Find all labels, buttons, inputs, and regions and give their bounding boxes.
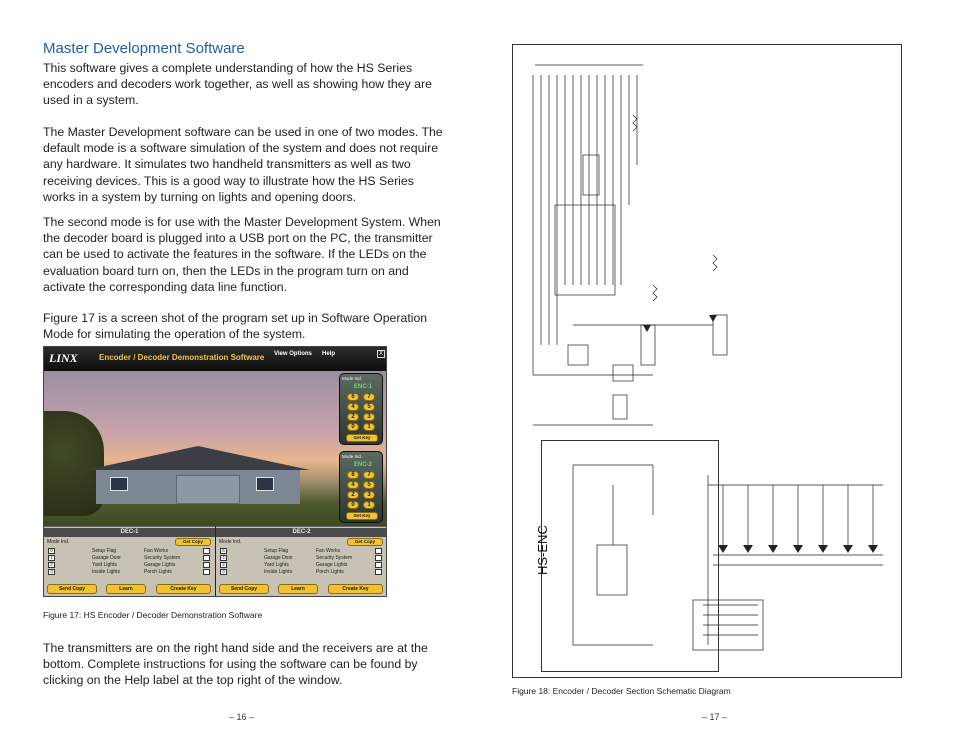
paragraph-figure-ref: Figure 17 is a screen shot of the program set up in Software Operation Mode for simulating the operation of the system. [43,311,428,342]
house-window [256,477,274,491]
row-number: 6 [220,548,227,554]
row-checkbox[interactable] [203,562,210,568]
decoder-row [220,548,383,555]
software-screenshot [43,346,387,597]
row-checkbox[interactable] [375,555,382,561]
remote-key[interactable]: 1 [363,423,375,431]
remote-key[interactable]: 0 [347,423,359,431]
house-window [110,477,128,491]
decoder-mode-label: Mode Ind. [47,539,70,545]
hs-enc-label: HS-ENC [535,525,550,575]
remote-key[interactable]: 6 [347,471,359,479]
remote-enc-2 [339,451,383,523]
row-number: 2 [48,562,55,568]
create-key-button[interactable]: Create Key [328,584,383,594]
row-function-b: Fan Works [316,548,341,554]
remote-label: ENC-2 [354,462,373,468]
learn-button[interactable]: Learn [278,584,318,594]
row-number: 2 [220,562,227,568]
remote-key[interactable]: 7 [363,471,375,479]
create-key-button[interactable]: Create Key [156,584,211,594]
row-checkbox[interactable] [203,548,210,554]
house-roof [86,446,310,470]
paragraph-intro: This software gives a complete understanding of how the HS Series encoders and decoders work together, as well as showing how they are used in a system. [43,61,432,108]
remote-key[interactable]: 0 [347,501,359,509]
hs-enc-section [541,440,719,672]
row-function-a: Inside Lights [92,569,121,575]
row-checkbox[interactable] [375,562,382,568]
remote-label: ENC-1 [354,384,373,390]
decoder-row [220,562,383,569]
remote-key[interactable]: 2 [347,413,359,421]
remote-key[interactable]: 5 [363,403,375,411]
decoder-row [48,548,211,555]
paragraph-transmitters: The transmitters are on the right hand side and the receivers are at the bottom. Complete instructions for using the software can be found by clicking on the Help label at the top right of the window. [43,641,428,688]
decoder-row [48,555,211,562]
remote-key[interactable]: 4 [347,481,359,489]
menu-help[interactable]: Help [322,351,336,357]
app-titlebar [44,347,387,371]
close-icon[interactable]: X [378,351,383,357]
row-function-b: Garage Lights [144,562,176,568]
get-copy-button[interactable]: Get Copy [347,538,383,546]
row-checkbox[interactable] [375,569,382,575]
get-key-button[interactable]: Get Key [346,434,378,442]
row-function-a: Yard Lights [264,562,289,568]
remote-key[interactable]: 7 [363,393,375,401]
row-function-a: Garage Door [264,555,293,561]
get-copy-button[interactable]: Get Copy [175,538,211,546]
page-number-right: – 17 – [702,712,728,722]
remote-key[interactable]: 4 [347,403,359,411]
remote-key[interactable]: 6 [347,393,359,401]
send-copy-button[interactable]: Send Copy [47,584,97,594]
decoder-title: DEC-1 [44,528,215,537]
row-function-a: Inside Lights [264,569,293,575]
decoder-mode-label: Mode Ind. [219,539,242,545]
remote-key[interactable]: 2 [347,491,359,499]
row-function-a: Yard Lights [92,562,117,568]
decoder-row [220,555,383,562]
row-checkbox[interactable] [203,555,210,561]
paragraph-modes: The Master Development software can be used in one of two modes. The default mode is a software simulation of the system and does not require any hardware. It simulates two handheld transmitters as well as two receiving devices. This is a good way to illustrate how the HS Series works in a system by turning on lights and opening doors. [43,125,443,204]
row-function-b: Garage Lights [316,562,348,568]
menu-view-options[interactable]: View Options [274,351,312,357]
learn-button[interactable]: Learn [106,584,146,594]
row-checkbox[interactable] [203,569,210,575]
page-heading: Master Development Software [43,40,245,57]
decoder-title: DEC-2 [216,528,387,537]
figure-18-caption: Figure 18: Encoder / Decoder Section Schematic Diagram [512,686,731,696]
row-number: 1 [48,555,55,561]
remote-mode-label: Mode Ind. [342,454,363,459]
figure-17-caption: Figure 17: HS Encoder / Decoder Demonstration Software [43,610,263,620]
row-number: 3 [48,569,55,575]
paragraph-second-mode: The second mode is for use with the Master Development System. When the decoder board is plugged into a USB port on the PC, the transmitter can be used to activate the features in the software. If the LEDs on the evaluation board turn on, then the LEDs in the program turn on and activate the corresponding data line function. [43,215,441,294]
remote-key[interactable]: 5 [363,481,375,489]
decoder-row [48,569,211,576]
decoder-panel-1 [44,526,215,597]
decoder-row [48,562,211,569]
linx-logo: LINX [49,351,78,365]
remote-mode-label: Mode Ind. [342,376,363,381]
row-function-b: Porch Lights [316,569,344,575]
decoder-row [220,569,383,576]
decoder-panel-2 [216,526,387,597]
row-number: 0 [48,548,55,554]
remote-enc-1 [339,373,383,445]
app-title: Encoder / Decoder Demonstration Software [99,353,265,362]
row-function-b: Fan Works [144,548,169,554]
row-number: 0 [220,569,227,575]
remote-key[interactable]: 1 [363,501,375,509]
row-function-b: Security System [316,555,353,561]
row-function-a: Garage Door [92,555,121,561]
garage-door [176,475,240,504]
row-function-a: Setup Flag [264,548,289,554]
schematic-diagram [512,44,902,678]
get-key-button[interactable]: Get Key [346,512,378,520]
page-number-left: – 16 – [229,712,255,722]
row-function-b: Security System [144,555,181,561]
send-copy-button[interactable]: Send Copy [219,584,269,594]
row-checkbox[interactable] [375,548,382,554]
row-number: 4 [220,555,227,561]
remote-key[interactable]: 3 [363,491,375,499]
row-function-a: Setup Flag [92,548,117,554]
row-function-b: Porch Lights [144,569,172,575]
remote-key[interactable]: 3 [363,413,375,421]
